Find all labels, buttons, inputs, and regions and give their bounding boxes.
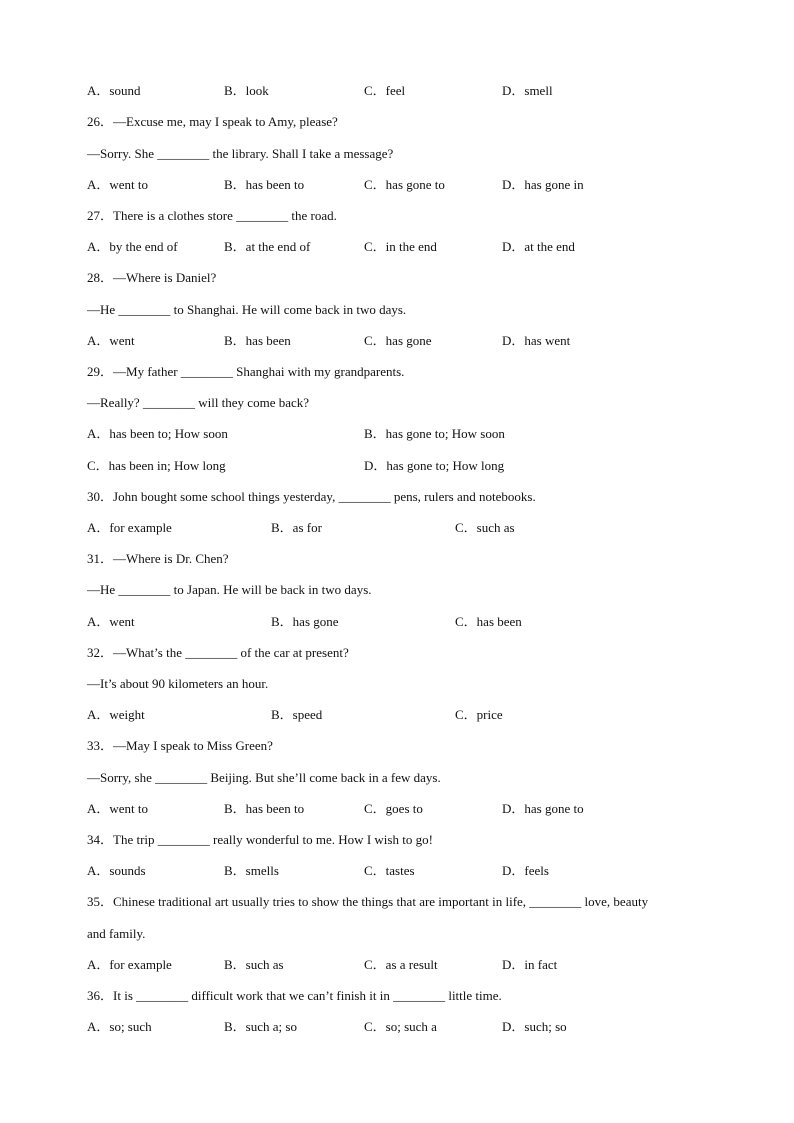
question-text: —It’s about 90 kilometers an hour.: [87, 676, 269, 691]
question-number: 34．: [87, 832, 114, 847]
question-line: [87, 645, 349, 661]
question-text: —Where is Daniel?: [113, 270, 217, 285]
option-a[interactable]: A．went to: [87, 177, 149, 192]
option-b[interactable]: B．look: [224, 83, 269, 98]
option-b[interactable]: B．has been: [224, 333, 291, 348]
question-line: [87, 489, 536, 505]
option-c[interactable]: C．in the end: [364, 239, 437, 254]
question-text: —My father ________ Shanghai with my grandparents.: [113, 364, 405, 379]
question-line: [87, 676, 268, 692]
option-b[interactable]: B．has gone: [271, 614, 339, 629]
option-b[interactable]: B．such a; so: [224, 1019, 297, 1034]
question-text: The trip ________ really wonderful to me. How I wish to go!: [113, 832, 433, 847]
question-number: 32．: [87, 645, 114, 660]
option-a[interactable]: A．went to: [87, 801, 149, 816]
question-number: 29．: [87, 364, 114, 379]
option-b[interactable]: B．as for: [271, 520, 322, 535]
question-line: [87, 208, 337, 224]
question-line: [87, 832, 433, 848]
question-line: [87, 114, 338, 130]
option-d[interactable]: D．smell: [502, 83, 553, 98]
option-a[interactable]: A．so; such: [87, 1019, 152, 1034]
option-c[interactable]: C．feel: [364, 83, 406, 98]
question-number: 26．: [87, 114, 114, 129]
question-text: There is a clothes store ________ the road.: [113, 208, 337, 223]
question-line: [87, 988, 502, 1004]
option-a[interactable]: A．for example: [87, 520, 172, 535]
option-b[interactable]: B．has gone to; How soon: [364, 426, 505, 441]
option-d[interactable]: D．at the end: [502, 239, 575, 254]
option-a[interactable]: A．sounds: [87, 863, 146, 878]
option-d[interactable]: D．has gone to; How long: [364, 458, 505, 473]
question-line: [87, 302, 406, 318]
option-b[interactable]: B．has been to: [224, 177, 305, 192]
question-text: John bought some school things yesterday, ________ pens, rulers and notebooks.: [113, 489, 536, 504]
option-b[interactable]: B．at the end of: [224, 239, 311, 254]
question-line: [87, 364, 404, 380]
question-number: 36．: [87, 988, 114, 1003]
question-line: [87, 894, 648, 910]
option-c[interactable]: C．tastes: [364, 863, 415, 878]
question-line: [87, 395, 309, 411]
option-a[interactable]: A．went: [87, 614, 135, 629]
question-text: and family.: [87, 926, 146, 941]
question-number: 28．: [87, 270, 114, 285]
option-b[interactable]: B．such as: [224, 957, 284, 972]
option-d[interactable]: D．in fact: [502, 957, 558, 972]
question-line: [87, 738, 273, 754]
option-a[interactable]: A．has been to; How soon: [87, 426, 228, 441]
question-text: —Really? ________ will they come back?: [87, 395, 310, 410]
option-d[interactable]: D．such; so: [502, 1019, 567, 1034]
option-d[interactable]: D．feels: [502, 863, 549, 878]
option-a[interactable]: A．weight: [87, 707, 145, 722]
option-a[interactable]: A．sound: [87, 83, 141, 98]
question-text: —Sorry. She ________ the library. Shall I take a message?: [87, 146, 394, 161]
question-line: [87, 551, 229, 567]
option-b[interactable]: B．smells: [224, 863, 279, 878]
option-c[interactable]: C．as a result: [364, 957, 438, 972]
question-line: [87, 146, 393, 162]
option-b[interactable]: B．has been to: [224, 801, 305, 816]
question-number: 30．: [87, 489, 114, 504]
question-text: —Excuse me, may I speak to Amy, please?: [113, 114, 338, 129]
option-a[interactable]: A．went: [87, 333, 135, 348]
question-text: —He ________ to Japan. He will be back in two days.: [87, 582, 372, 597]
question-number: 35．: [87, 894, 114, 909]
option-d[interactable]: D．has gone in: [502, 177, 584, 192]
question-text: —What’s the ________ of the car at present?: [113, 645, 349, 660]
question-text: It is ________ difficult work that we can’t finish it in ________ little time.: [113, 988, 502, 1003]
question-text: —He ________ to Shanghai. He will come back in two days.: [87, 302, 407, 317]
option-d[interactable]: D．has gone to: [502, 801, 584, 816]
question-text: —Sorry, she ________ Beijing. But she’ll come back in a few days.: [87, 770, 441, 785]
option-c[interactable]: C．has been: [455, 614, 522, 629]
option-a[interactable]: A．for example: [87, 957, 172, 972]
question-line: [87, 770, 441, 786]
question-line: [87, 926, 145, 942]
option-c[interactable]: C．has been in; How long: [87, 458, 226, 473]
question-text: —Where is Dr. Chen?: [113, 551, 229, 566]
option-d[interactable]: D．has went: [502, 333, 571, 348]
option-b[interactable]: B．speed: [271, 707, 323, 722]
option-c[interactable]: C．goes to: [364, 801, 423, 816]
question-text: —May I speak to Miss Green?: [113, 738, 273, 753]
option-c[interactable]: C．has gone: [364, 333, 432, 348]
question-line: [87, 582, 372, 598]
question-text: Chinese traditional art usually tries to show the things that are important in life, ________ love, beauty: [113, 894, 649, 909]
question-number: 27．: [87, 208, 114, 223]
question-number: 33．: [87, 738, 114, 753]
option-c[interactable]: C．such as: [455, 520, 515, 535]
option-c[interactable]: C．has gone to: [364, 177, 445, 192]
option-c[interactable]: C．price: [455, 707, 503, 722]
option-c[interactable]: C．so; such a: [364, 1019, 437, 1034]
question-number: 31．: [87, 551, 114, 566]
option-a[interactable]: A．by the end of: [87, 239, 178, 254]
question-line: [87, 270, 216, 286]
